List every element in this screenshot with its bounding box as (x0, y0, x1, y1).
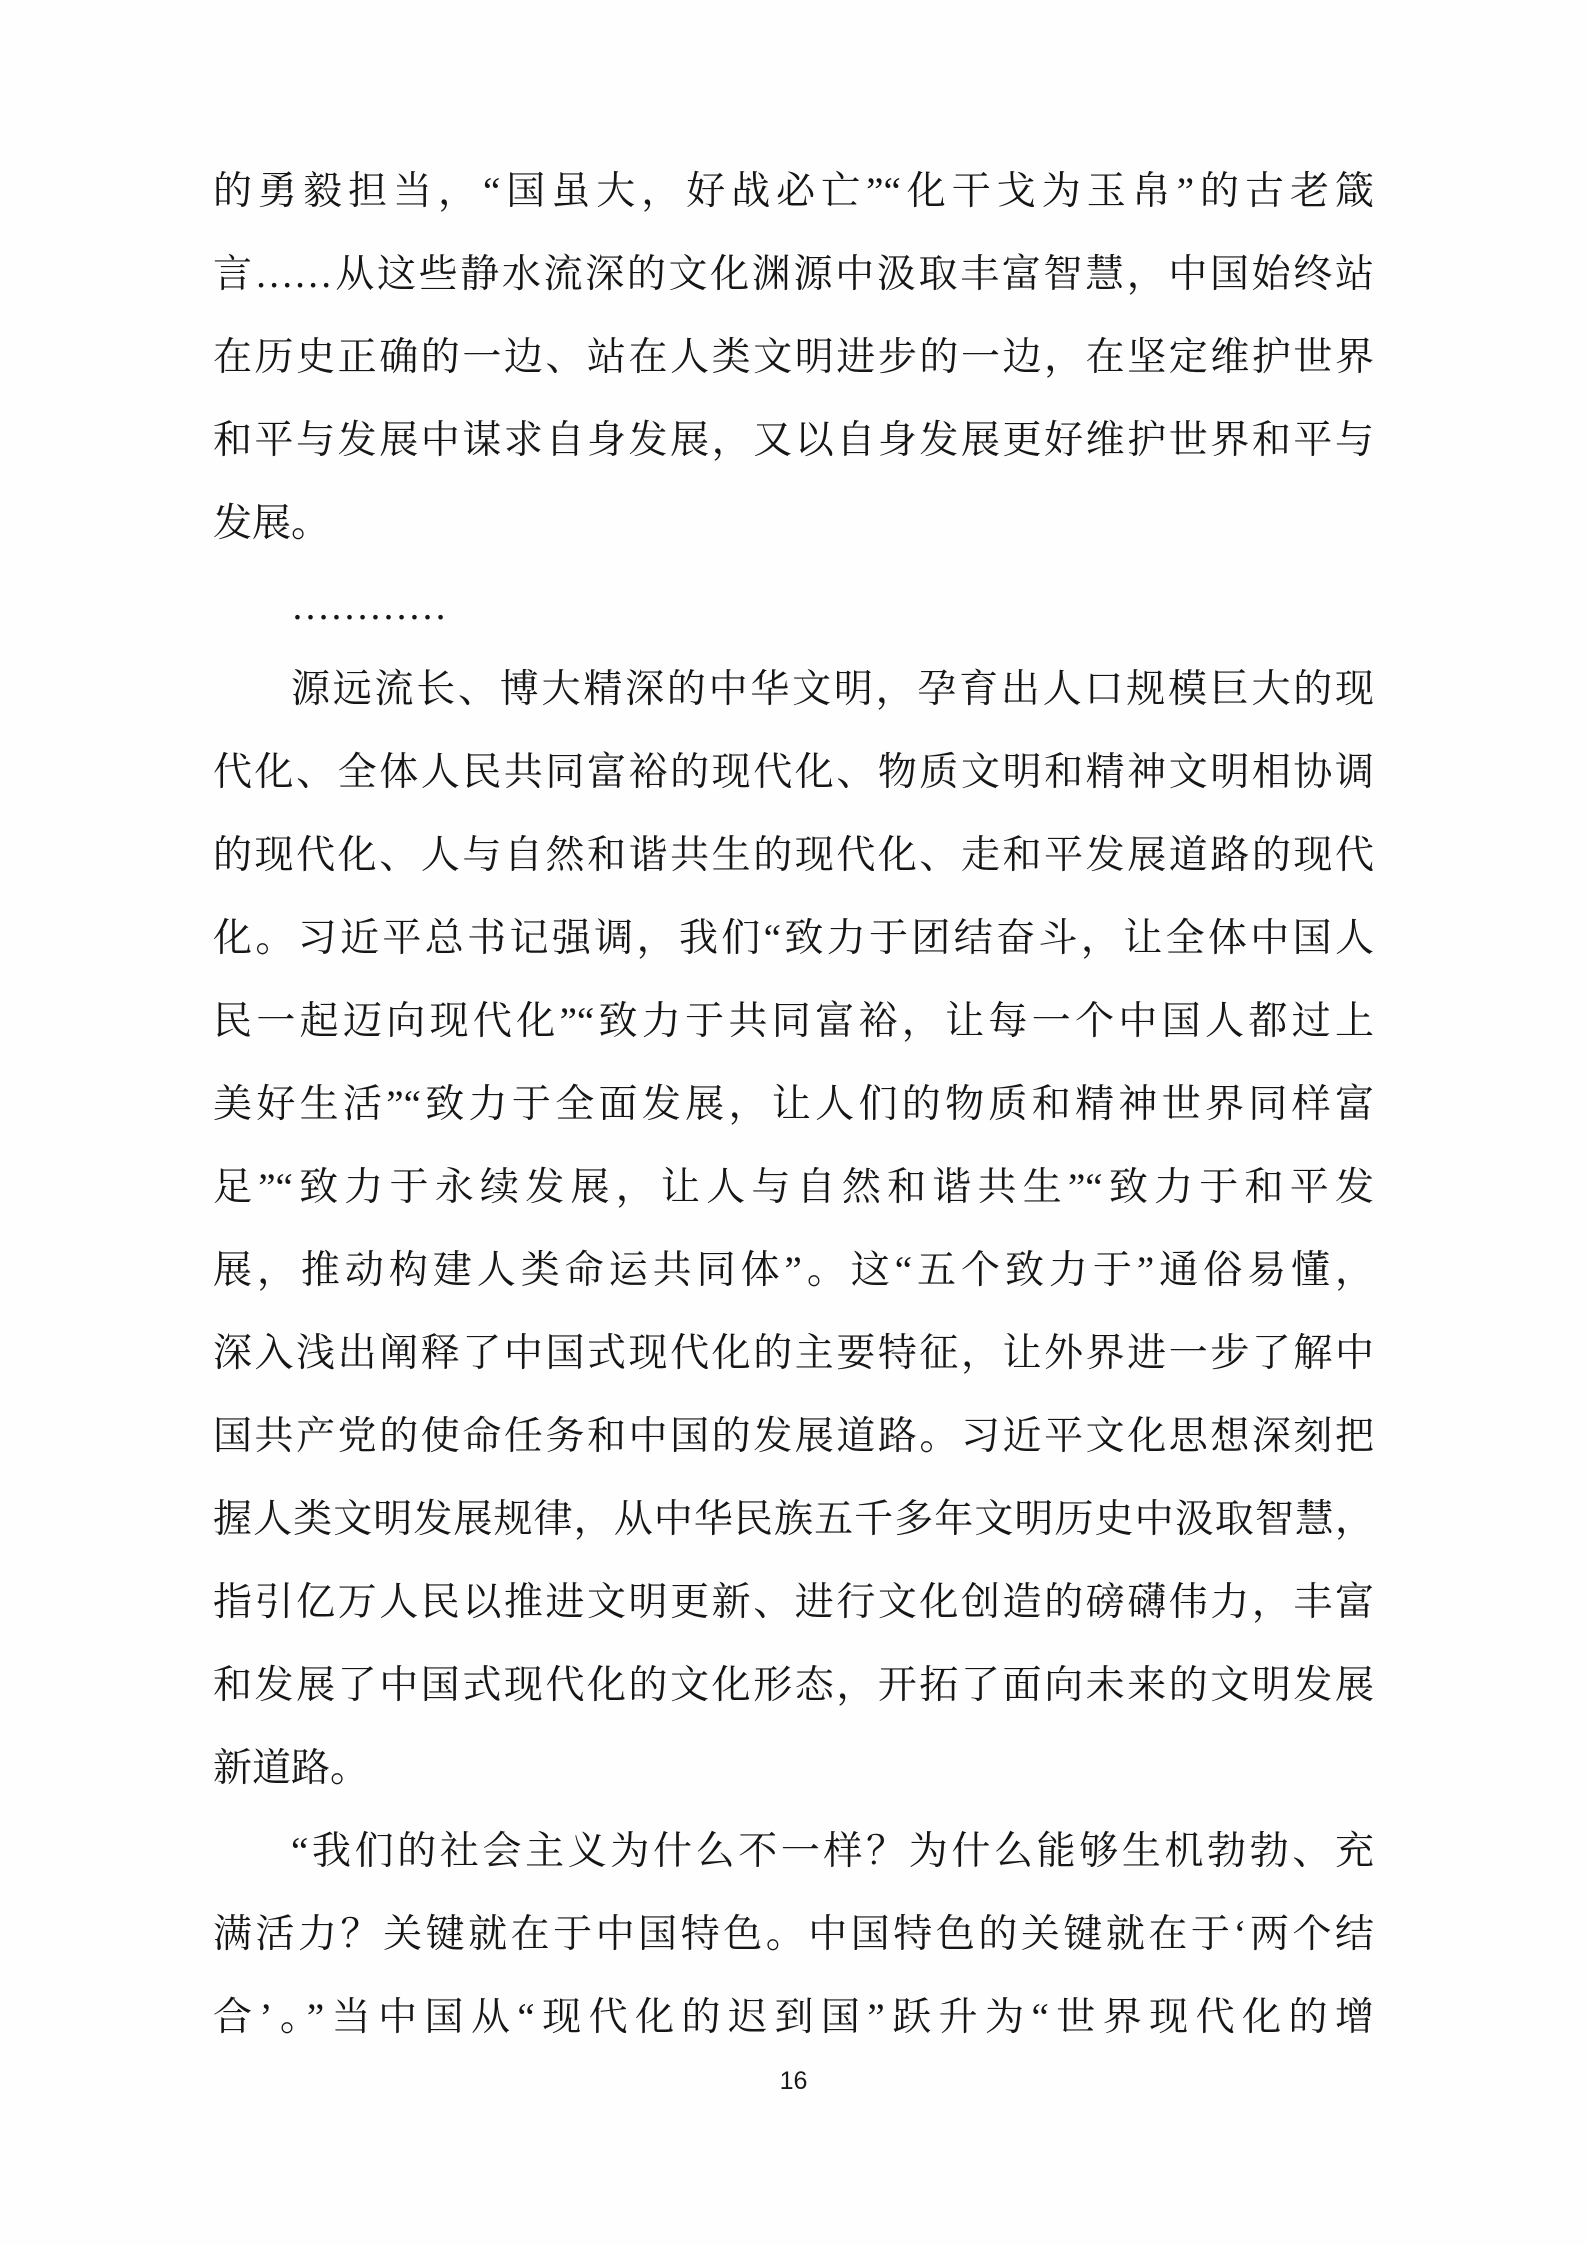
paragraph (213, 150, 1374, 565)
text-line: 展，推动构建人类命运共同体”。这“五个致力于”通俗易懂， (213, 1249, 1374, 1292)
text-line: 国共产党的使命任务和中国的发展道路。习近平文化思想深刻把 (213, 1415, 1374, 1458)
text-line: 深入浅出阐释了中国式现代化的主要特征，让外界进一步了解中 (213, 1332, 1374, 1375)
paragraph (213, 565, 1374, 648)
text-line: 满活力？关键就在于中国特色。中国特色的关键就在于‘两个结 (213, 1913, 1374, 1956)
text-line: 言……从这些静水流深的文化渊源中汲取丰富智慧，中国始终站 (213, 253, 1374, 296)
text-line: ………… (291, 585, 447, 628)
text-line: 握人类文明发展规律，从中华民族五千多年文明历史中汲取智慧， (213, 1498, 1374, 1541)
text-line: 源远流长、博大精深的中华文明，孕育出人口规模巨大的现 (291, 668, 1374, 711)
text-line: 指引亿万人民以推进文明更新、进行文化创造的磅礴伟力，丰富 (213, 1581, 1374, 1624)
text-line: 美好生活”“致力于全面发展，让人们的物质和精神世界同样富 (213, 1083, 1374, 1126)
text-line: 足”“致力于永续发展，让人与自然和谐共生”“致力于和平发 (213, 1166, 1374, 1209)
paragraph (213, 648, 1374, 1810)
paragraph (213, 1810, 1374, 2059)
text-line: 和平与发展中谋求自身发展，又以自身发展更好维护世界和平与 (213, 419, 1374, 462)
page-number: 16 (779, 2067, 808, 2095)
text-line: 合’。”当中国从“现代化的迟到国”跃升为“世界现代化的增 (213, 1996, 1374, 2039)
text-line: 在历史正确的一边、站在人类文明进步的一边，在坚定维护世界 (213, 336, 1374, 379)
text-line: 代化、全体人民共同富裕的现代化、物质文明和精神文明相协调 (213, 751, 1374, 794)
text-line: 化。习近平总书记强调，我们“致力于团结奋斗，让全体中国人 (213, 917, 1374, 960)
text-line: 的勇毅担当，“国虽大，好战必亡”“化干戈为玉帛”的古老箴 (213, 170, 1374, 213)
text-line: 和发展了中国式现代化的文化形态，开拓了面向未来的文明发展 (213, 1664, 1374, 1707)
text-line: “我们的社会主义为什么不一样？为什么能够生机勃勃、充 (291, 1830, 1374, 1873)
text-line: 民一起迈向现代化”“致力于共同富裕，让每一个中国人都过上 (213, 1000, 1374, 1043)
text-block (213, 150, 1374, 2059)
text-line: 发展。 (213, 502, 331, 545)
text-line: 新道路。 (213, 1747, 370, 1790)
text-line: 的现代化、人与自然和谐共生的现代化、走和平发展道路的现代 (213, 834, 1374, 877)
